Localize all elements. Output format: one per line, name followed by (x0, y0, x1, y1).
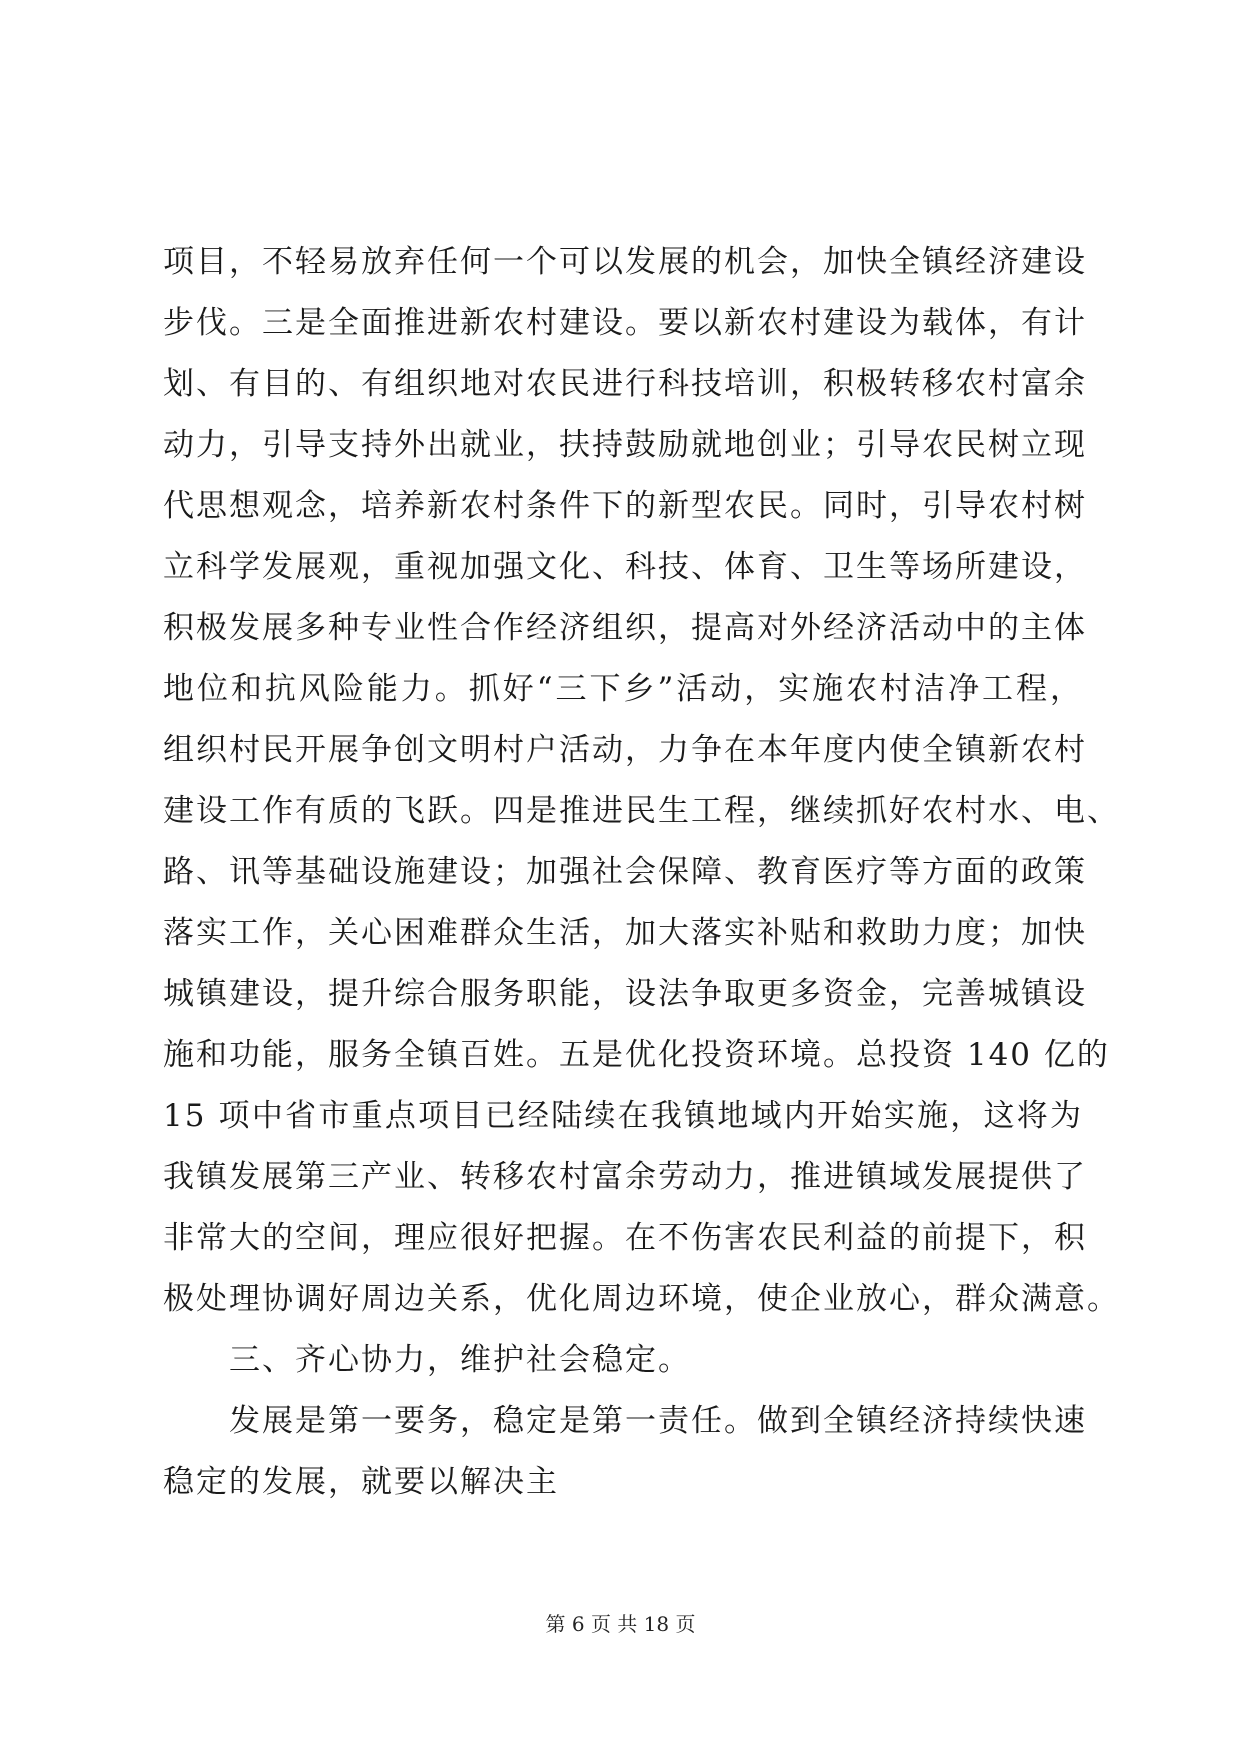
paragraph-line: 稳定的发展，就要以解决主 (163, 1464, 559, 1500)
paragraph-line: 地位和抗风险能力。抓好“三下乡”活动，实施农村洁净工程， (163, 671, 1083, 707)
paragraph-line: 步伐。三是全面推进新农村建设。要以新农村建设为载体，有计 (163, 305, 1087, 341)
paragraph-line: 发展是第一要务，稳定是第一责任。做到全镇经济持续快速 (229, 1403, 1087, 1439)
paragraph-line: 路、讯等基础设施建设；加强社会保障、教育医疗等方面的政策 (163, 854, 1087, 890)
paragraph-line: 立科学发展观，重视加强文化、科技、体育、卫生等场所建设， (163, 549, 1087, 585)
page-footer: 第 6 页 共 18 页 (545, 1612, 696, 1636)
paragraph-line: 项目，不轻易放弃任何一个可以发展的机会，加快全镇经济建设 (163, 244, 1087, 280)
paragraph-line: 落实工作，关心困难群众生活，加大落实补贴和救助力度；加快 (163, 915, 1087, 951)
paragraph-line: 15 项中省市重点项目已经陆续在我镇地域内开始实施，这将为 (163, 1098, 1083, 1134)
paragraph-line: 组织村民开展争创文明村户活动，力争在本年度内使全镇新农村 (163, 732, 1087, 768)
paragraph-line: 非常大的空间，理应很好把握。在不伤害农民利益的前提下，积 (163, 1220, 1087, 1256)
paragraph-line: 极处理协调好周边关系，优化周边环境，使企业放心，群众满意。 (163, 1281, 1120, 1317)
paragraph-line: 动力，引导支持外出就业，扶持鼓励就地创业；引导农民树立现 (163, 427, 1087, 463)
section-heading: 三、齐心协力，维护社会稳定。 (229, 1342, 691, 1378)
paragraph-line: 我镇发展第三产业、转移农村富余劳动力，推进镇域发展提供了 (163, 1159, 1087, 1195)
paragraph-line: 划、有目的、有组织地对农民进行科技培训，积极转移农村富余 (163, 366, 1087, 402)
paragraph-line: 代思想观念，培养新农村条件下的新型农民。同时，引导农村树 (163, 488, 1087, 524)
paragraph-line: 积极发展多种专业性合作经济组织，提高对外经济活动中的主体 (163, 610, 1087, 646)
body-text (163, 232, 1120, 1513)
paragraph-line: 城镇建设，提升综合服务职能，设法争取更多资金，完善城镇设 (163, 976, 1087, 1012)
paragraph-line: 施和功能，服务全镇百姓。五是优化投资环境。总投资 140 亿的 (163, 1037, 1110, 1073)
paragraph-line: 建设工作有质的飞跃。四是推进民生工程，继续抓好农村水、电、 (163, 793, 1120, 829)
